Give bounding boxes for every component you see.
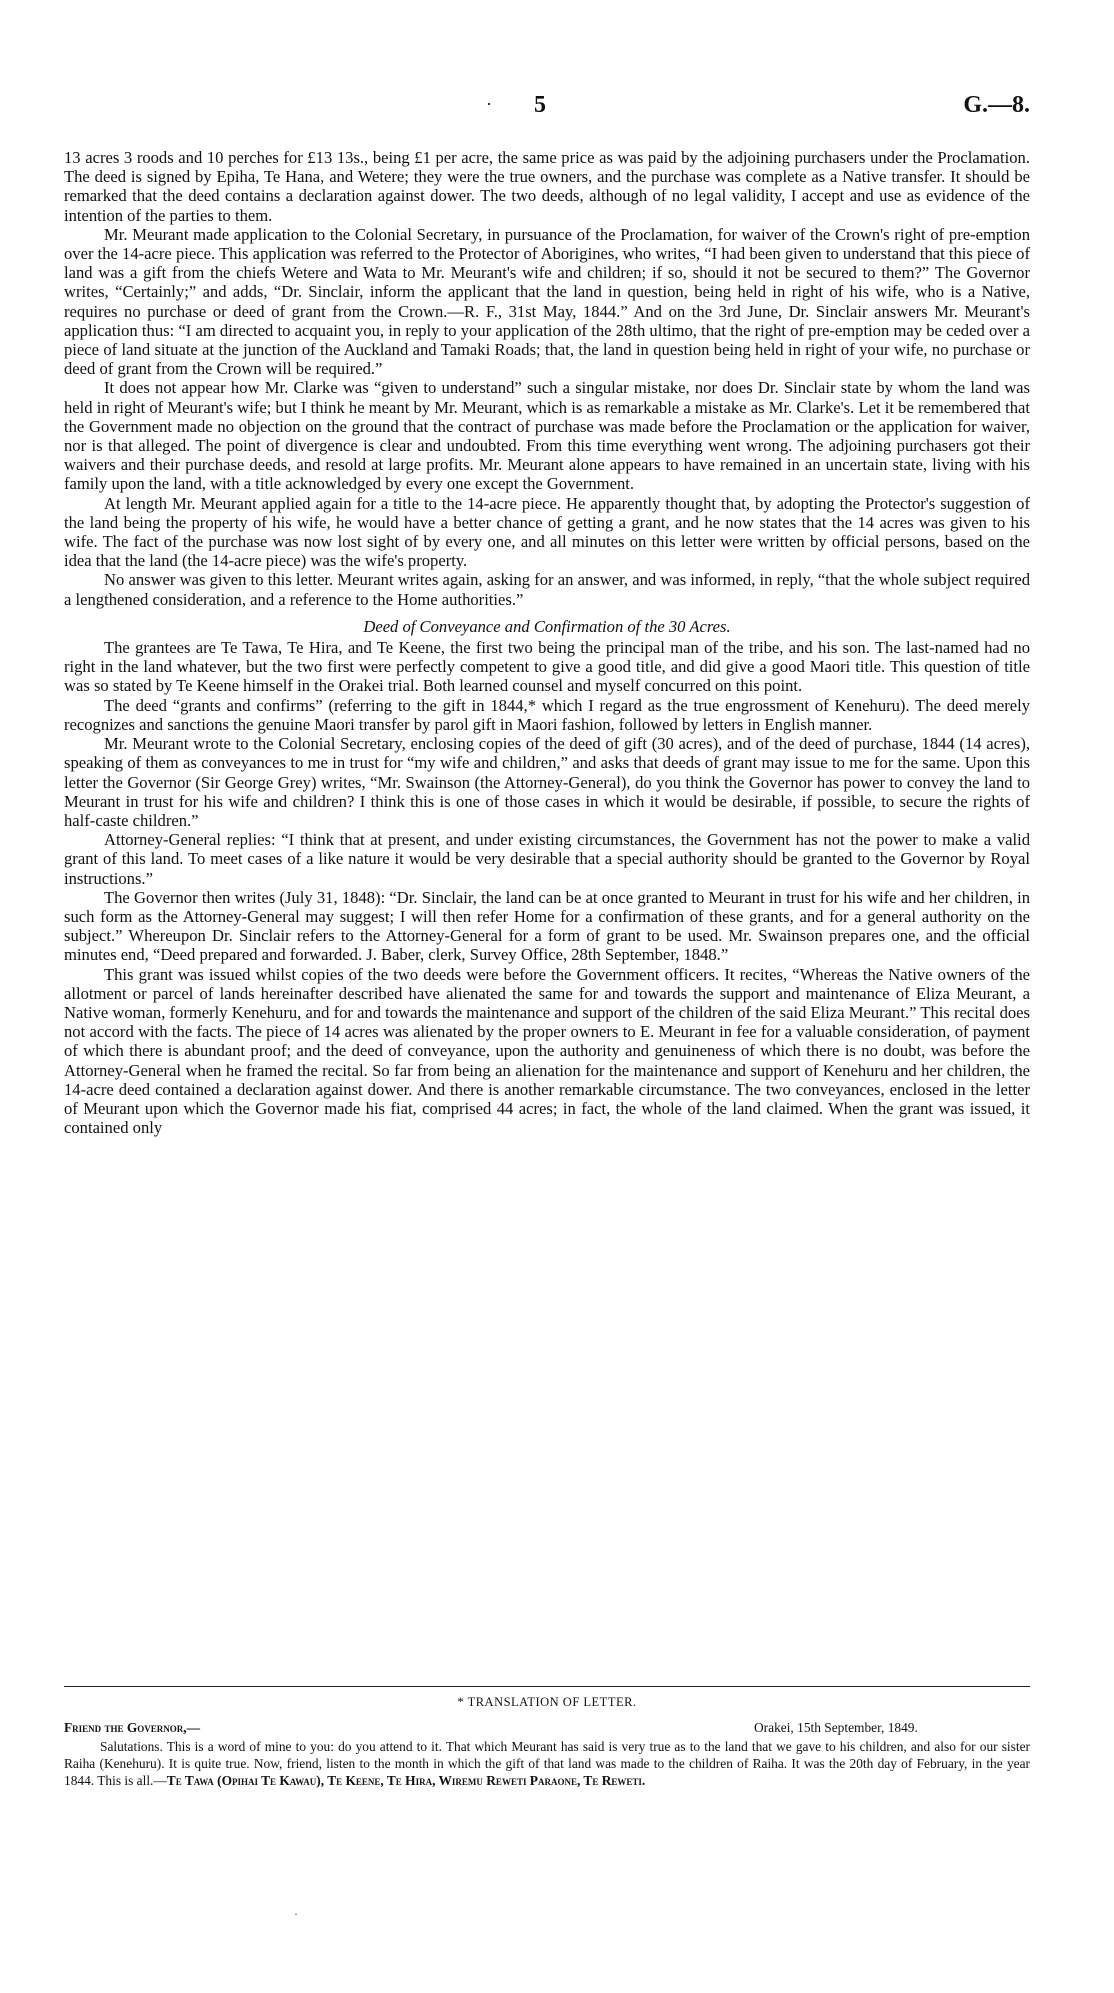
footnote-greeting: Friend the Governor,— [64, 1720, 201, 1735]
paragraph: It does not appear how Mr. Clarke was “given to understand” such a singular mistake, nor does Dr. Sinclair state by whom the land was held in right of Meurant's wife; but I think he meant by Mr. Meurant, which is as remarkable a mistake as Mr. Clarke's. Let it be remembered that the Government made no objection on the ground that the contract of purchase was made before the Proclamation or the application for waiver, nor is that alleged. The point of divergence is clear and undoubted. From this time everything went wrong. The adjoining purchasers got their waivers and their purchase deeds, and resold at large profits. Mr. Meurant alone appears to have remained in an uncertain state, living with his family upon the land, with a title acknowledged by every one except the Government. [64, 378, 1030, 494]
footnote [64, 1694, 1030, 1789]
paragraph: The grantees are Te Tawa, Te Hira, and Te Keene, the first two being the principal man of the tribe, and his son. The last-named had no right in the land whatever, but the two first were perfectly competent to give a good title, and did give a good Maori title. This question of title was so stated by Te Keene himself in the Orakei trial. Both learned counsel and myself concurred on this point. [64, 638, 1030, 696]
stray-mark: · [294, 1907, 298, 1921]
footnote-place-date: Orakei, 15th September, 1849. [754, 1720, 918, 1735]
paragraph: 13 acres 3 roods and 10 perches for £13 13s., being £1 per acre, the same price as was paid by the adjoining purchasers under the Proclamation. The deed is signed by Epiha, Te Hana, and Wetere; they were the true owners, and the purchase was complete as a Native transfer. It should be remarked that the deed contains a declaration against dower. The two deeds, although of no legal validity, I accept and use as evidence of the intention of the parties to them. [64, 148, 1030, 225]
footnote-body: Salutations. This is a word of mine to you: do you attend to it. That which Meurant has said is very true as to the land that we gave to his children, and also for our sister Raiha (Kenehuru). It is quite true. Now, friend, listen to the month in which the gift of that land was made to the children of Raiha. It was the 20th day of February, in the year 1844. This is all.— [64, 1739, 1030, 1788]
paragraph: Mr. Meurant wrote to the Colonial Secretary, enclosing copies of the deed of gift (30 acres), and of the deed of purchase, 1844 (14 acres), speaking of them as conveyances to me in trust for “my wife and children,” and asks that deeds of grant may issue to me for the same. Upon this letter the Governor (Sir George Grey) writes, “Mr. Swainson (the Attorney-General), do you think the Governor has power to convey the land to Meurant in trust for his wife and children? I think this is one of those cases in which it would be desirable, if possible, to secure the rights of half-caste children.” [64, 734, 1030, 830]
paragraph: No answer was given to this letter. Meurant writes again, asking for an answer, and was informed, in reply, “that the whole subject required a lengthened consideration, and a reference to the Home authorities.” [64, 570, 1030, 609]
footnote-divider [64, 1686, 1030, 1688]
paragraph: At length Mr. Meurant applied again for a title to the 14-acre piece. He apparently thought that, by adopting the Protector's suggestion of the land being the property of his wife, he would have a better chance of getting a grant, and he now states that the 14 acres was given to his wife. The fact of the purchase was now lost sight of by every one, and all minutes on this letter were written by official persons, based on the idea that the land (the 14-acre piece) was the wife's property. [64, 493, 1030, 571]
section-heading: Deed of Conveyance and Confirmation of the 30 Acres. [363, 616, 731, 636]
page-number: 5 [534, 92, 546, 118]
footnote-signatories: Te Tawa (Opihai Te Kawau), Te Keene, Te Hira, Wiremu Reweti Paraone, Te Reweti. [166, 1773, 646, 1788]
header-dot: · [486, 94, 492, 114]
footnote-body-wrapper [64, 1738, 1030, 1789]
paragraph: The Governor then writes (July 31, 1848): “Dr. Sinclair, the land can be at once granted to Meurant in trust for his wife and her children, in such form as the Attorney-General may suggest; I will then refer Home for a confirmation of these grants, and for a general authority on the subject.” Whereupon Dr. Sinclair refers to the Attorney-General for a form of grant to be used. Mr. Swainson prepares one, and the official minutes end, “Deed prepared and forwarded. J. Baber, clerk, Survey Office, 28th September, 1848.” [64, 887, 1030, 965]
body-text [64, 148, 1030, 1137]
footnote-title: * TRANSLATION OF LETTER. [457, 1695, 637, 1709]
document-code: G.—8. [963, 92, 1030, 118]
page-header [0, 92, 1114, 122]
paragraph: This grant was issued whilst copies of the two deeds were before the Government officers. It recites, “Whereas the Native owners of the allotment or parcel of lands hereinafter described have alienated the same for and towards the support and maintenance of Eliza Meurant, a Native woman, formerly Kenehuru, and for and towards the maintenance and support of the children of the said Eliza Meurant.” This recital does not accord with the facts. The piece of 14 acres was alienated by the proper owners to E. Meurant in fee for a valuable consideration, of payment of which there is abundant proof; and the deed of conveyance, upon the authority and genuineness of which there is no doubt, was before the Attorney-General when he framed the recital. So far from being an alienation for the maintenance and support of Kenehuru and her children, the 14-acre deed contained a declaration against dower. And there is another remarkable circumstance. The two conveyances, enclosed in the letter of Meurant upon which the Governor made his fiat, comprised 44 acres; in fact, the whole of the land claimed. When the grant was issued, it contained only [64, 964, 1030, 1138]
paragraph: The deed “grants and confirms” (referring to the gift in 1844,* which I regard as the true engrossment of Kenehuru). The deed merely recognizes and sanctions the genuine Maori transfer by parol gift in Maori fashion, followed by letters in English manner. [64, 695, 1030, 734]
footnote-heading-row [64, 1719, 1030, 1738]
paragraph: Mr. Meurant made application to the Colonial Secretary, in pursuance of the Proclamation, for waiver of the Crown's right of pre-emption over the 14-acre piece. This application was referred to the Protector of Aborigines, who writes, “I had been given to understand that this piece of land was a gift from the chiefs Wetere and Wata to Mr. Meurant's wife and children; if so, should it not be secured to them?” The Governor writes, “Certainly;” and adds, “Dr. Sinclair, inform the applicant that the land in question, being held in right of his wife, who is a Native, requires no purchase or deed of grant from the Crown.—R. F., 31st May, 1844.” And on the 3rd June, Dr. Sinclair answers Mr. Meurant's application thus: “I am directed to acquaint you, in reply to your application of the 28th ultimo, that the right of pre-emption may be ceded over a piece of land situate at the junction of the Auckland and Tamaki Roads; that, the land in question being held in right of your wife, no purchase or deed of grant from the Crown will be required.” [64, 224, 1030, 379]
paragraph: Attorney-General replies: “I think that at present, and under existing circumstances, the Government has not the power to make a valid grant of this land. To meet cases of a like nature it would be very desirable that a special authority should be granted to the Governor by Royal instructions.” [64, 830, 1030, 888]
